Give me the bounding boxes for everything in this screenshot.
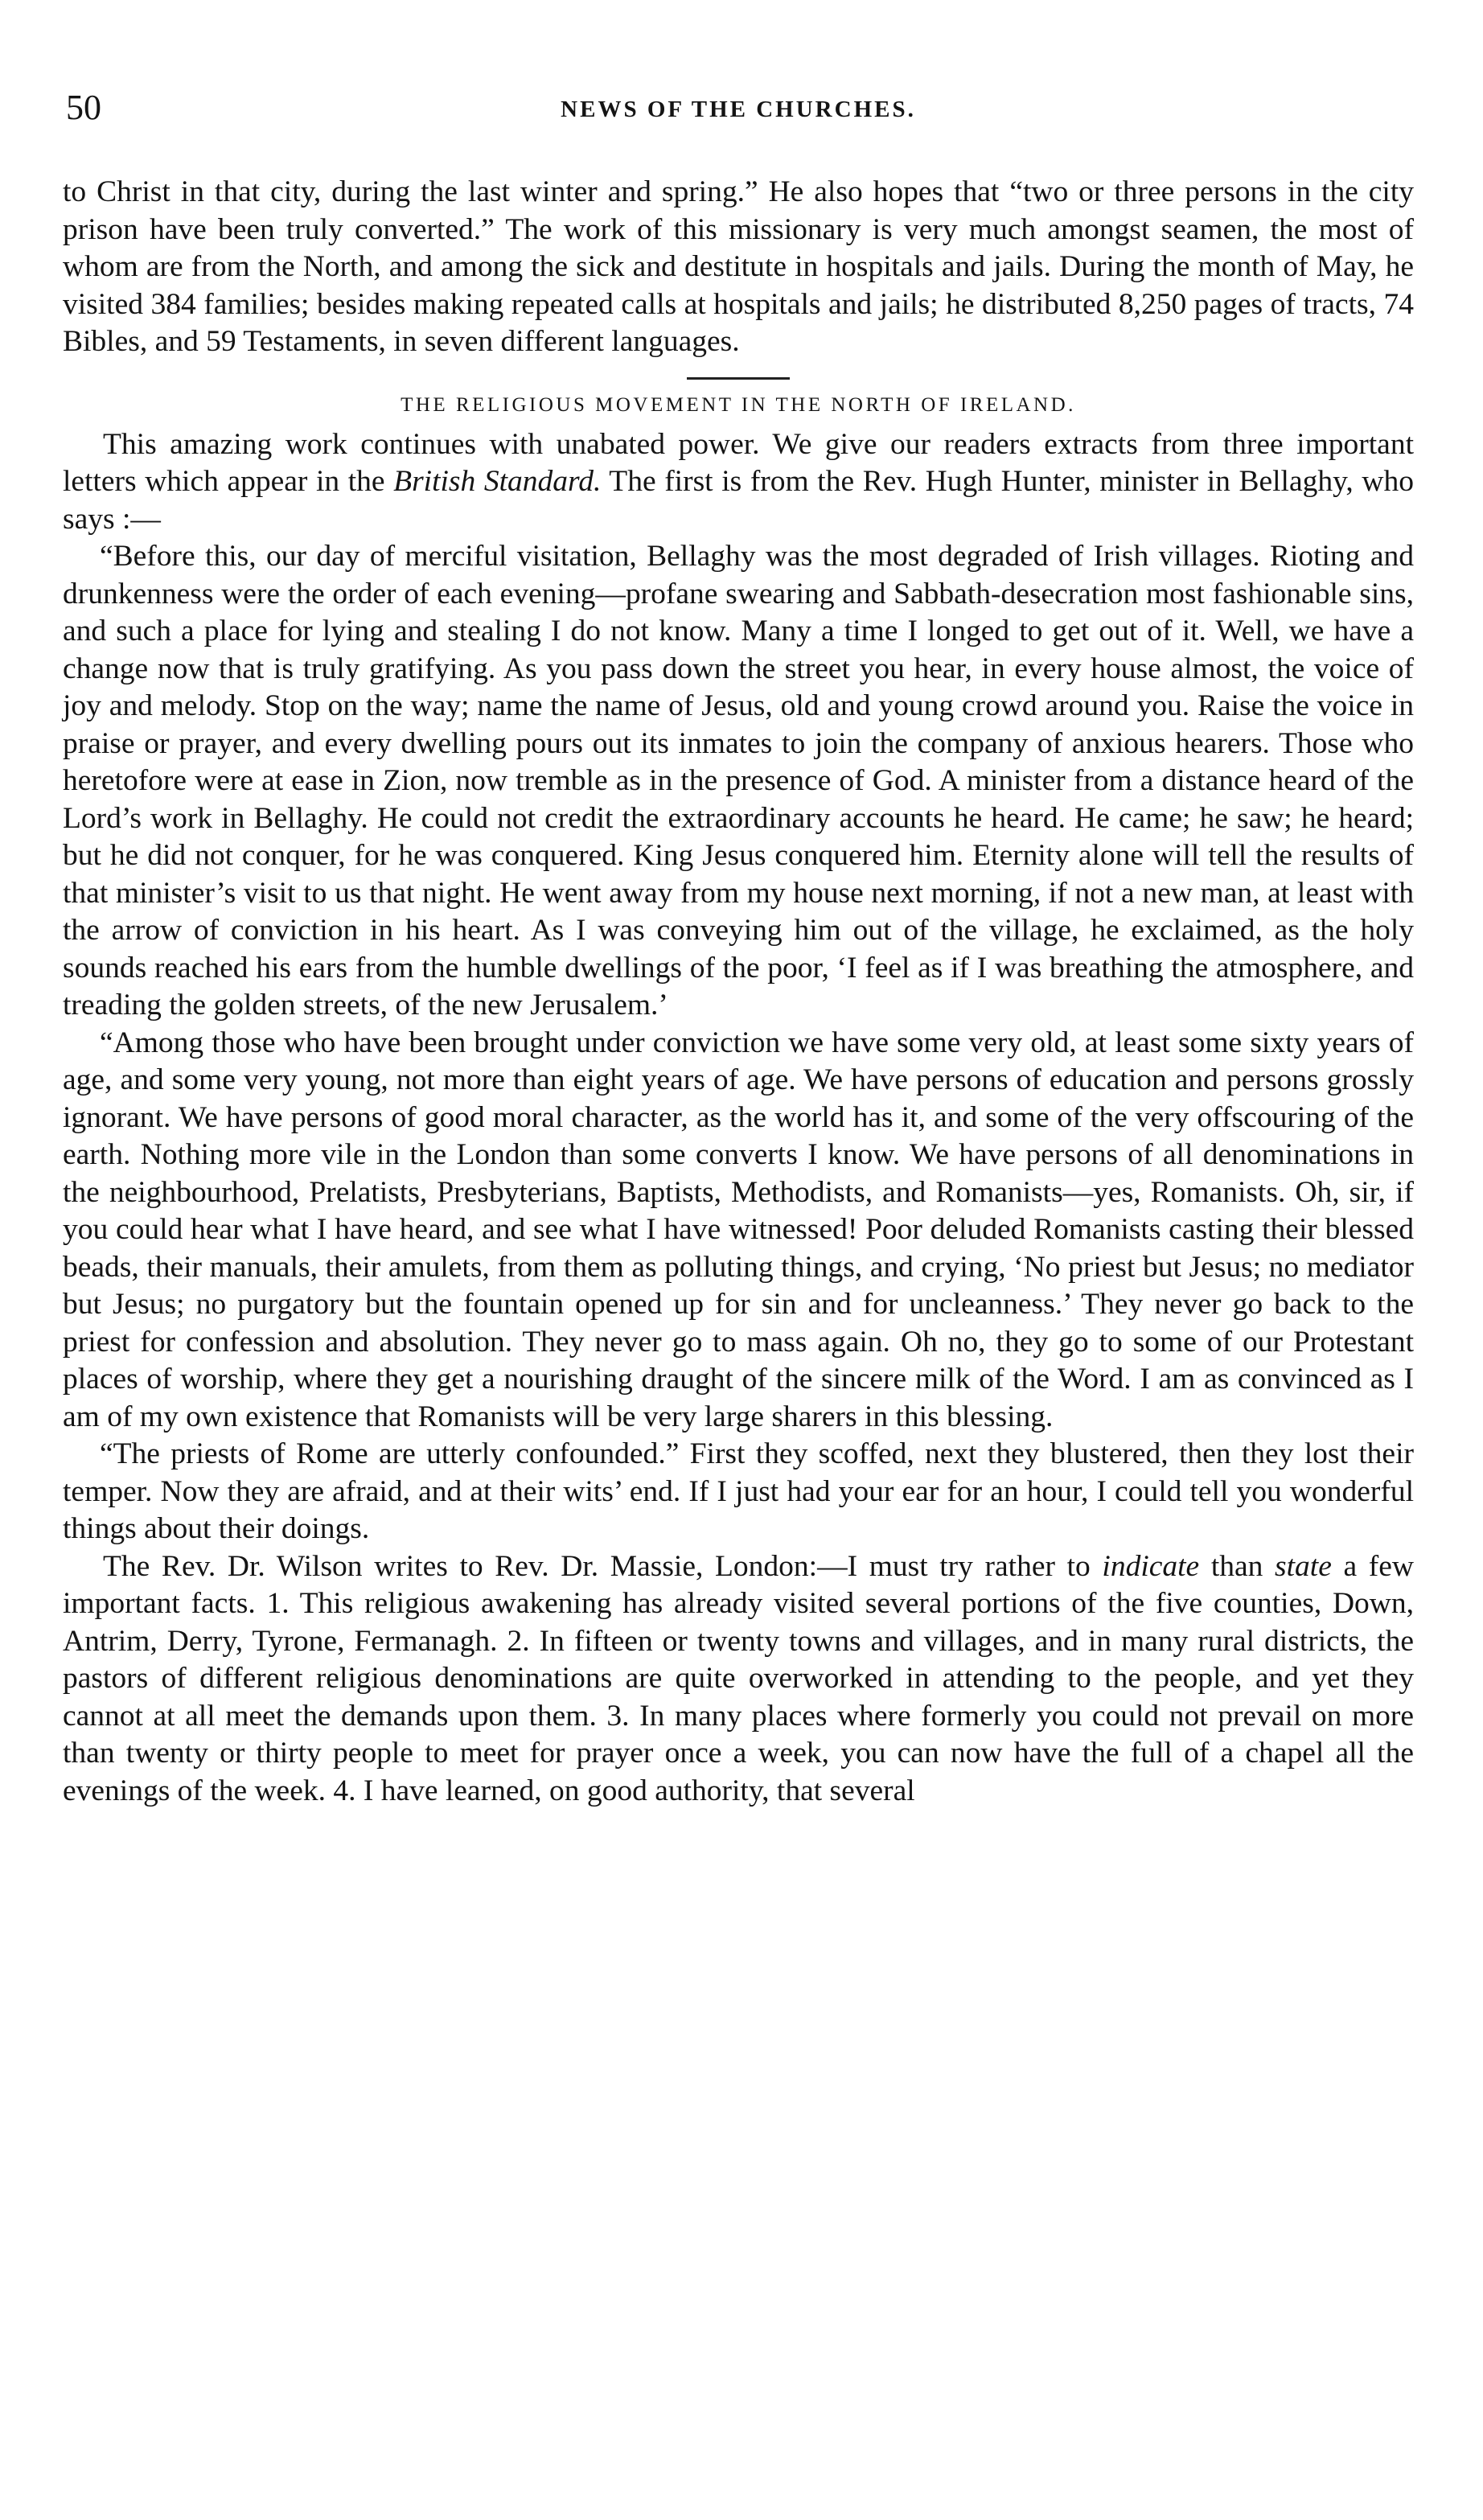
intro-text-b: The first is from the Rev. Hugh Hunter, minister in Bellaghy, who says :—	[63, 465, 1414, 536]
running-title: NEWS OF THE CHURCHES.	[561, 97, 916, 122]
quote-paragraph-2: “Among those who have been brought under conviction we have some very old, at least some sixty years of age, and some very young, not more than eight years of age. We have persons of education and persons grossly ignorant. We have persons of good moral character, as the world has it, and some of the very offscouring of the earth. Nothing more vile in the London than some converts I know. We have persons of all denominations in the neighbourhood, Prelatists, Presbyterians, Baptists, Methodists, and Romanists—yes, Romanists. Oh, sir, if you could hear what I have heard, and see what I have witnessed! Poor deluded Romanists casting their blessed beads, their manuals, their amulets, from them as polluting things, and crying, ‘No priest but Jesus; no mediator but Jesus; no purgatory but the fountain opened up for sin and for uncleanness.’ They never go back to the priest for confession and absolution. They never go to mass again. Oh no, they go to some of our Protestant places of worship, where they get a nourishing draught of the sincere milk of the Word. I am as convinced as I am of my own existence that Romanists will be very large sharers in this blessing.	[63, 1026, 1414, 1433]
italic-state: state	[1275, 1549, 1332, 1583]
section-heading: THE RELIGIOUS MOVEMENT IN THE NORTH OF IRELAND.	[401, 393, 1076, 416]
wilson-text-a: The Rev. Dr. Wilson writes to Rev. Dr. Massie, London:—I must try rather to	[103, 1549, 1103, 1583]
wilson-letter-paragraph	[63, 1548, 1414, 1811]
wilson-text-b: than	[1199, 1549, 1276, 1583]
intro-text-a: This amazing work continues with unabated power. We give our readers extracts from three important letters which appear in the	[63, 427, 1414, 498]
section-divider-rule	[687, 377, 790, 380]
wilson-text-c: a few important facts. 1. This religious awakening has already visited several portions of the five counties, Down, Antrim, Derry, Tyrone, Fermanagh. 2. In fifteen or twenty towns and villages, and in many rural districts, the pastors of different religious denominations are quite overworked in attending to the people, and yet they cannot at all meet the demands upon them. 3. In many places where formerly you could not prevail on more than twenty or thirty people to meet for prayer once a week, you can now have the full of a chapel all the evenings of the week. 4. I have learned, on good authority, that several	[63, 1549, 1414, 1807]
running-head	[63, 84, 1414, 132]
quote-paragraph-1: “Before this, our day of merciful visitation, Bellaghy was the most degraded of Irish villages. Rioting and drunkenness were the order of each evening—profane swearing and Sabbath-desecration most fashionable sins, and such a place for lying and stealing I do not know. Many a time I longed to get out of it. Well, we have a change now that is truly gratifying. As you pass down the street you hear, in every house almost, the voice of joy and melody. Stop on the way; name the name of Jesus, old and young crowd around you. Raise the voice in praise or prayer, and every dwelling pours out its inmates to join the company of anxious hearers. Those who heretofore were at ease in Zion, now tremble as in the presence of God. A minister from a distance heard of the Lord’s work in Bellaghy. He could not credit the extraordinary accounts he heard. He came; he saw; he heard; but he did not conquer, for he was conquered. King Jesus conquered him. Eternity alone will tell the results of that minister’s visit to us that night. He went away from my house next morning, if not a new man, at least with the arrow of conviction in his heart. As I was conveying him out of the village, he exclaimed, as the holy sounds reached his ears from the humble dwellings of the poor, ‘I feel as if I was breathing the atmosphere, and treading the golden streets, of the new Jerusalem.’	[63, 540, 1414, 1022]
continued-paragraph: to Christ in that city, during the last winter and spring.” He also hopes that “two or three persons in the city prison have been truly converted.” The work of this missionary is very much amongst seamen, the most of whom are from the North, and among the sick and destitute in hospitals and jails. During the month of May, he visited 384 families; besides making repeated calls at hospitals and jails; he distributed 8,250 pages of tracts, 74 Bibles, and 59 Testaments, in seven different languages.	[63, 175, 1414, 358]
page-number: 50	[66, 88, 101, 127]
quote-paragraph-3: “The priests of Rome are utterly confounded.” First they scoffed, next they blustered, then they lost their temper. Now they are afraid, and at their wits’ end. If I just had your ear for an hour, I could tell you wonderful things about their doings.	[63, 1437, 1414, 1545]
newspaper-title: British Standard.	[393, 465, 602, 498]
section-intro-paragraph	[63, 426, 1414, 539]
italic-indicate: indicate	[1102, 1549, 1200, 1583]
document-page	[63, 84, 1414, 1810]
